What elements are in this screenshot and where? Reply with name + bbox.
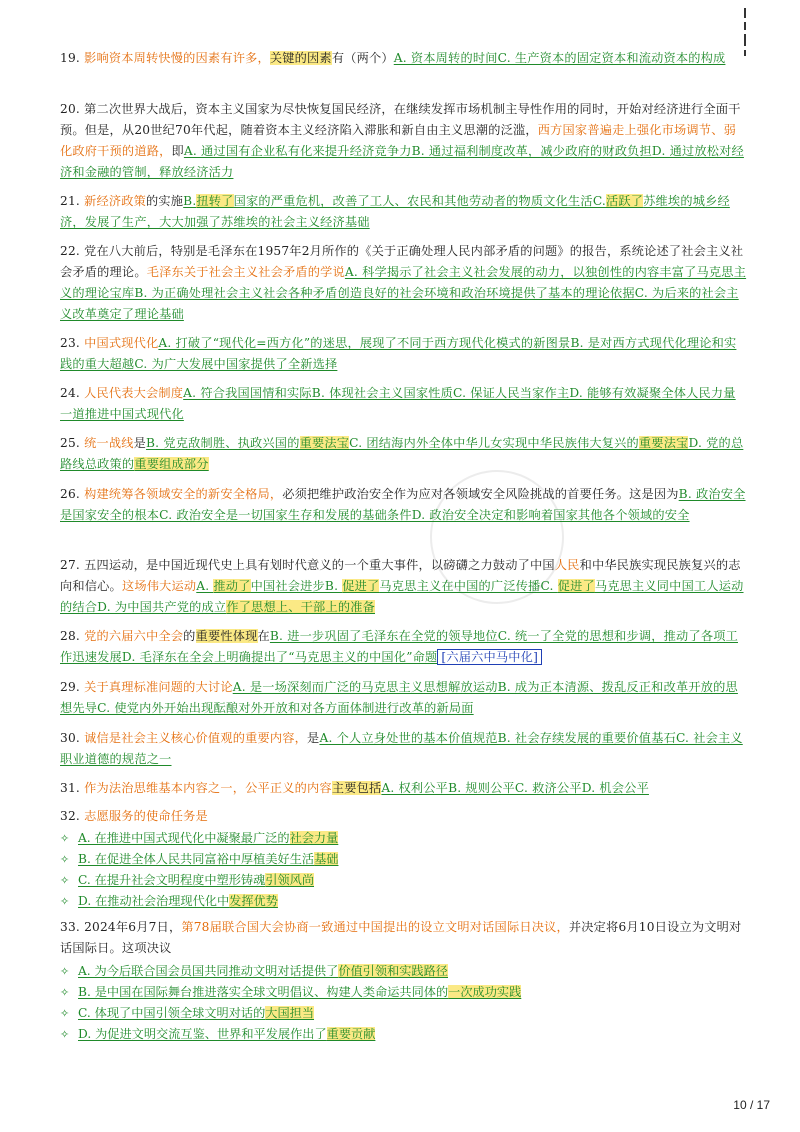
q32-option-a: ✧ A. 在推进中国式现代化中凝聚最广泛的社会力量 (60, 828, 748, 849)
q32-option-b: ✧ B. 在促进全体人民共同富裕中厚植美好生活基础 (60, 849, 748, 870)
diamond-bullet-icon: ✧ (60, 1007, 70, 1020)
diamond-bullet-icon: ✧ (60, 832, 70, 845)
answer: A. 科学揭示了社会主义社会发展的动力，以独创性的内容丰富了马克思主义的理论宝库B. 为正确处理社会主义社会各种矛盾创造良好的社会环境和政治环境提供了基本的理论依据C. 为后来的社会主义改革奠定了理论基础 (60, 265, 747, 321)
question-27: 27. 五四运动，是中国近现代史上具有划时代意义的一个重大事件，以磅礴之力鼓动了中国人民和中华民族实现民族复兴的志向和信心。这场伟大运动A. 推动了中国社会进步B. 促进了马克思主义在中国的广泛传播C. 促进了马克思主义同中国工人运动的结合D. 为中国共产党的成立作了思想上、干部上的准备 (60, 558, 744, 614)
page-number: 10 / 17 (733, 1098, 770, 1112)
q32-option-c: ✧ C. 在提升社会文明程度中塑形铸魂引领风尚 (60, 870, 748, 891)
mnemonic-tag: [六届六中马中化] (437, 649, 542, 665)
diamond-bullet-icon: ✧ (60, 874, 70, 887)
question-19: 19. 影响资本周转快慢的因素有许多，关键的因素有（两个）A. 资本周转的时间C. 生产资本的固定资本和流动资本的构成 (60, 51, 726, 65)
question-30: 30. 诚信是社会主义核心价值观的重要内容，是A. 个人立身处世的基本价值规范B. 社会存续发展的重要价值基石C. 社会主义职业道德的规范之一 (60, 731, 743, 766)
question-21: 21. 新经济政策的实施B.扭转了国家的严重危机，改善了工人、农民和其他劳动者的物质文化生活C.活跃了苏维埃的城乡经济，发展了生产，大大加强了苏维埃的社会主义经济基础 (60, 194, 730, 229)
answer: A. 资本周转的时间C. 生产资本的固定资本和流动资本的构成 (393, 51, 726, 65)
question-23: 23. 中国式现代化A. 打破了“现代化=西方化”的迷思，展现了不同于西方现代化模式的新图景B. 是对西方式现代化理论和实践的重大超越C. 为广大发展中国家提供了全新选择 (60, 336, 737, 371)
question-26: 26. 构建统筹各领域安全的新安全格局，必须把维护政治安全作为应对各领域安全风险挑战的首要任务。这是因为B. 政治安全是国家安全的根本C. 政治安全是一切国家生存和发展的基础条件D. 政治安全决定和影响着国家其他各个领域的安全 (60, 487, 746, 522)
q32-option-d: ✧ D. 在推动社会治理现代化中发挥优势 (60, 891, 748, 912)
answer: B. 政治安全是国家安全的根本C. 政治安全是一切国家生存和发展的基础条件D. 政治安全决定和影响着国家其他各个领域的安全 (60, 487, 746, 522)
q33-option-d: ✧ D. 为促进文明交流互鉴、世界和平发展作出了重要贡献 (60, 1024, 748, 1045)
diamond-bullet-icon: ✧ (60, 1028, 70, 1041)
question-24: 24. 人民代表大会制度A. 符合我国国情和实际B. 体现社会主义国家性质C. 保证人民当家作主D. 能够有效凝聚全体人民力量一道推进中国式现代化 (60, 386, 736, 421)
answer: A. 通过国有企业私有化来提升经济竞争力B. 通过福利制度改革，减少政府的财政负担D. 通过放松对经济和金融的管制，释放经济活力 (60, 144, 744, 179)
question-31: 31. 作为法治思维基本内容之一，公平正义的内容主要包括A. 权利公平B. 规则公平C. 救济公平D. 机会公平 (60, 781, 649, 795)
answer: A. 打破了“现代化=西方化”的迷思，展现了不同于西方现代化模式的新图景B. 是对西方式现代化理论和实践的重大超越C. 为广大发展中国家提供了全新选择 (60, 336, 737, 371)
diamond-bullet-icon: ✧ (60, 986, 70, 999)
diamond-bullet-icon: ✧ (60, 853, 70, 866)
question-28: 28. 党的六届六中全会的重要性体现在B. 进一步巩固了毛泽东在全党的领导地位C. 统一了全党的思想和步调，推动了各项工作迅速发展D. 毛泽东在全会上明确提出了“马克思主义的中国化”命题 [六届六中马中化] (60, 629, 738, 664)
answer: A. 个人立身处世的基本价值规范B. 社会存续发展的重要价值基石C. 社会主义职业道德的规范之一 (60, 731, 743, 766)
diamond-bullet-icon: ✧ (60, 895, 70, 908)
question-20: 20. 第二次世界大战后，资本主义国家为尽快恢复国民经济，在继续发挥市场机制主导性作用的同时，开始对经济进行全面干预。但是，从20世纪70年代起，随着资本主义经济陷入滞胀和新自由主义思潮的泛滥，西方国家普遍走上强化市场调节、弱化政府干预的道路，即A. 通过国有企业私有化来提升经济竞争力B. 通过福利制度改革，减少政府的财政负担D. 通过放松对经济和金融的管制，释放经济活力 (60, 102, 744, 179)
question-25: 25. 统一战线是B. 党克敌制胜、执政兴国的重要法宝C. 团结海内外全体中华儿女实现中华民族伟大复兴的重要法宝D. 党的总路线总政策的重要组成部分 (60, 436, 744, 471)
diamond-bullet-icon: ✧ (60, 965, 70, 978)
q33-option-b: ✧ B. 是中国在国际舞台推进落实全球文明倡议、构建人类命运共同体的一次成功实践 (60, 982, 748, 1003)
answer: A. 权利公平B. 规则公平C. 救济公平D. 机会公平 (381, 781, 649, 795)
q33-option-a: ✧ A. 为今后联合国会员国共同推动文明对话提供了价值引领和实践路径 (60, 961, 748, 982)
question-22: 22. 党在八大前后，特别是毛泽东在1957年2月所作的《关于正确处理人民内部矛盾的问题》的报告，系统论述了社会主义社会矛盾的理论。毛泽东关于社会主义社会矛盾的学说A. 科学揭示了社会主义社会发展的动力，以独创性的内容丰富了马克思主义的理论宝库B. 为正确处理社会主义社会各种矛盾创造良好的社会环境和政治环境提供了基本的理论依据C. 为后来的社会主义改革奠定了理论基础 (60, 244, 747, 321)
answer: B. 进一步巩固了毛泽东在全党的领导地位C. 统一了全党的思想和步调，推动了各项工作迅速发展D. 毛泽东在全会上明确提出了“马克思主义的中国化”命题 (60, 629, 738, 664)
question-32: 32. 志愿服务的使命任务是 (60, 809, 208, 823)
question-29: 29. 关于真理标准问题的大讨论A. 是一场深刻而广泛的马克思主义思想解放运动B. 成为正本清源、拨乱反正和改革开放的思想先导C. 使党内外开始出现酝酿对外开放和对各方面体制进行改革的新局面 (60, 680, 738, 715)
question-33: 33. 2024年6月7日，第78届联合国大会协商一致通过中国提出的设立文明对话国际日决议，并决定将6月10日设立为文明对话国际日。这项决议 (60, 920, 742, 955)
answer: A. 符合我国国情和实际B. 体现社会主义国家性质C. 保证人民当家作主D. 能够有效凝聚全体人民力量一道推进中国式现代化 (60, 386, 736, 421)
answer: A. 是一场深刻而广泛的马克思主义思想解放运动B. 成为正本清源、拨乱反正和改革开放的思想先导C. 使党内外开始出现酝酿对外开放和对各方面体制进行改革的新局面 (60, 680, 738, 715)
q33-option-c: ✧ C. 体现了中国引领全球文明对话的大国担当 (60, 1003, 748, 1024)
